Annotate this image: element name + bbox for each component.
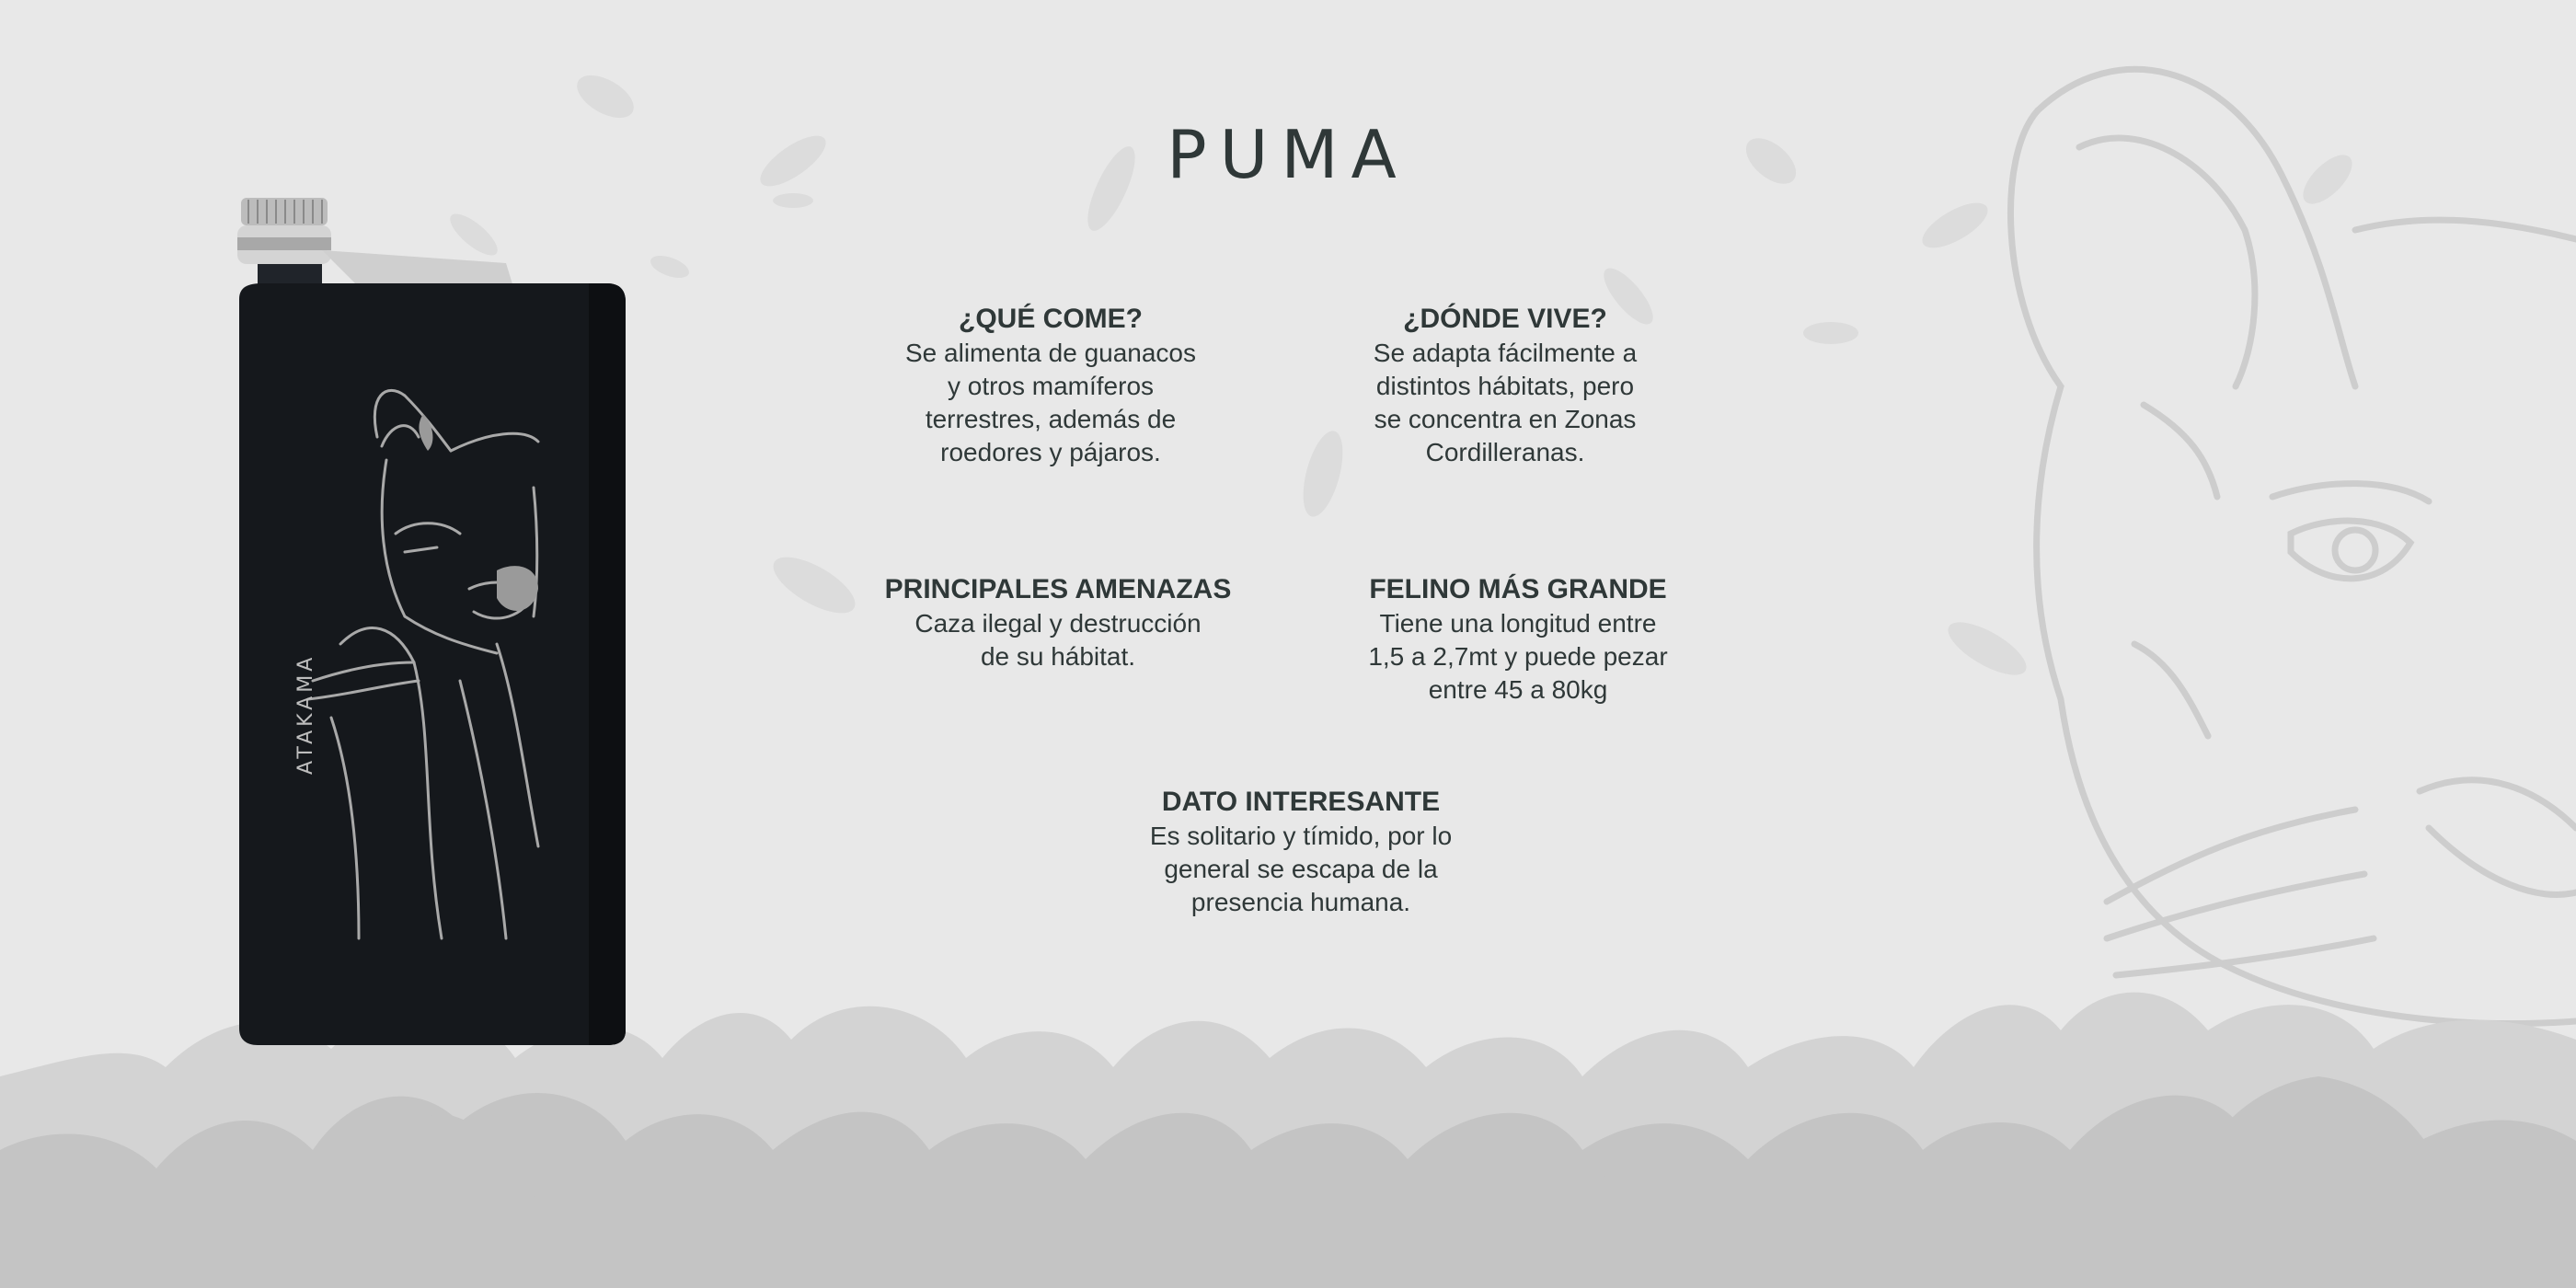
fact-dato-interesante — [1089, 785, 1512, 919]
fact-line: presencia humana. — [1190, 888, 1411, 916]
page-title: PUMA — [1167, 116, 1409, 194]
fact-heading: DATO INTERESANTE — [1161, 787, 1441, 817]
fact-principales-amenazas — [846, 572, 1270, 673]
fact-line: Se alimenta de guanacos — [905, 339, 1196, 367]
fact-line: roedores y pájaros. — [940, 438, 1161, 466]
fact-donde-vive — [1294, 302, 1717, 469]
fact-line: distintos hábitats, pero — [1375, 372, 1635, 400]
fact-heading: ¿DÓNDE VIVE? — [1403, 304, 1607, 334]
fact-line: Caza ilegal y destrucción — [914, 609, 1202, 638]
fact-line: 1,5 a 2,7mt y puede pezar — [1368, 642, 1668, 671]
flask-hinge — [322, 250, 513, 287]
fact-line: de su hábitat. — [980, 642, 1136, 671]
fact-line: terrestres, además de — [925, 405, 1177, 433]
fact-line: y otros mamíferos — [947, 372, 1155, 400]
fact-line: general se escapa de la — [1164, 855, 1438, 883]
fact-line: Se adapta fácilmente a — [1373, 339, 1638, 367]
fact-heading: PRINCIPALES AMENAZAS — [884, 574, 1232, 604]
fact-line: Cordilleranas. — [1425, 438, 1585, 466]
fact-line: entre 45 a 80kg — [1428, 675, 1608, 704]
fact-line: Es solitario y tímido, por lo — [1149, 822, 1453, 850]
fact-heading: ¿QUÉ COME? — [959, 304, 1143, 334]
puma-sketch-illustration — [2010, 69, 2576, 1023]
flask-product-image — [221, 184, 644, 1058]
fact-felino-mas-grande — [1306, 572, 1730, 707]
fact-line: Tiene una longitud entre — [1379, 609, 1657, 638]
fact-heading: FELINO MÁS GRANDE — [1369, 574, 1667, 604]
fact-que-come — [839, 302, 1262, 469]
fact-line: se concentra en Zonas — [1374, 405, 1637, 433]
flask-brand-label: ATAKAMA — [294, 653, 317, 775]
